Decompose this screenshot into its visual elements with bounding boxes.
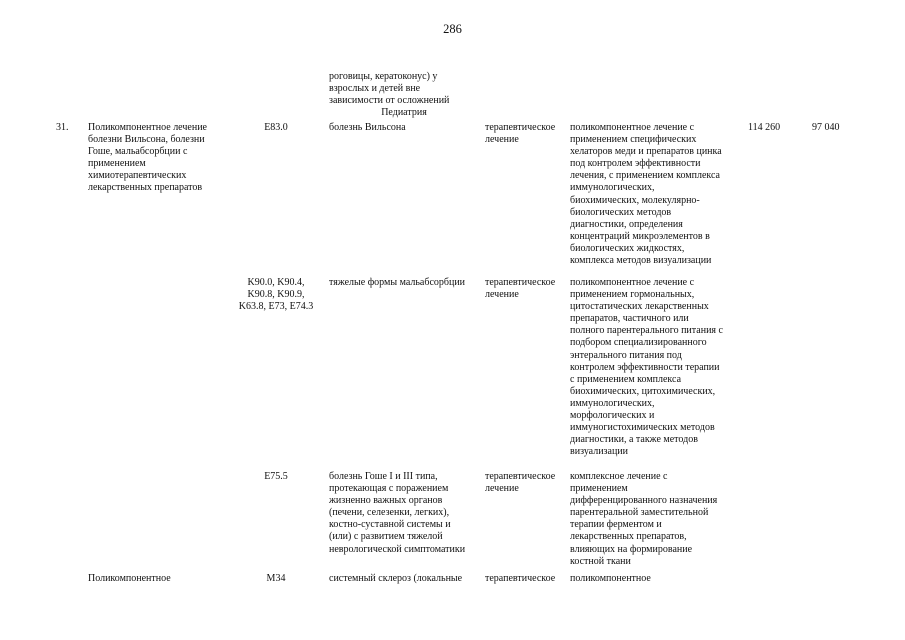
patient-model: системный склероз (локальные (329, 573, 463, 584)
procedure-name: Поликомпонентное (88, 573, 171, 584)
treatment-method: поликомпонентное (570, 573, 651, 584)
treatment-method: поликомпонентное лечение с применением специфических хелаторов меди и препаратов цинка под контролем эффективности лечения, с применением комплекса иммунологических, биохимических, молекулярно- биологических методов диагностики, определения концентраций микроэлементов в биологических жидкостях, комплекса методов визуализации (570, 122, 722, 267)
treatment-method: поликомпонентное лечение с применением гормональных, цитостатических лекарственных препаратов, частичного или полного парентерального питания с подбором специализированного энтерального питания под контролем эффективности терапии с применением комплекса биохимических, цитохимических, иммунологических, морфологических и иммуногистохимических методов диагностики, а также методов визуализации (570, 277, 723, 458)
cost-value: 114 260 (748, 122, 781, 133)
treatment-type: терапевтическое лечение (485, 277, 556, 301)
page-number: 286 (443, 22, 462, 36)
treatment-method: комплексное лечение с применением дифференцированного назначения парентеральной заместительной терапии ферментом и лекарственных препаратов, влияющих на формирование костной ткани (570, 471, 718, 567)
patient-model: болезнь Вильсона (329, 122, 406, 133)
icd-code: K90.0, K90.4, K90.8, K90.9, K63.8, E73, E74.3 (238, 277, 314, 313)
patient-model: болезнь Гоше I и III типа, протекающая с поражением жизненно важных органов (печени, селезенки, легких), костно-суставной системы и (или) с развитием тяжелой неврологической симптоматики (329, 471, 466, 555)
continuation-model-text: роговицы, кератоконус) у взрослых и детей вне зависимости от осложнений (329, 71, 450, 107)
icd-code: M34 (266, 573, 286, 584)
treatment-type: терапевтическое лечение (485, 471, 556, 495)
section-heading: Педиатрия (381, 107, 427, 118)
icd-code: E75.5 (264, 471, 288, 482)
procedure-name: Поликомпонентное лечение болезни Вильсона, болезни Гоше, мальабсорбции с применением химиотерапевтических лекарственных препаратов (88, 122, 207, 194)
treatment-type: терапевтическое (485, 573, 556, 584)
patient-model: тяжелые формы мальабсорбции (329, 277, 466, 288)
icd-code: E83.0 (264, 122, 288, 133)
treatment-type: терапевтическое лечение (485, 122, 556, 146)
row-number: 31. (56, 122, 69, 133)
cost-value: 97 040 (812, 122, 840, 133)
